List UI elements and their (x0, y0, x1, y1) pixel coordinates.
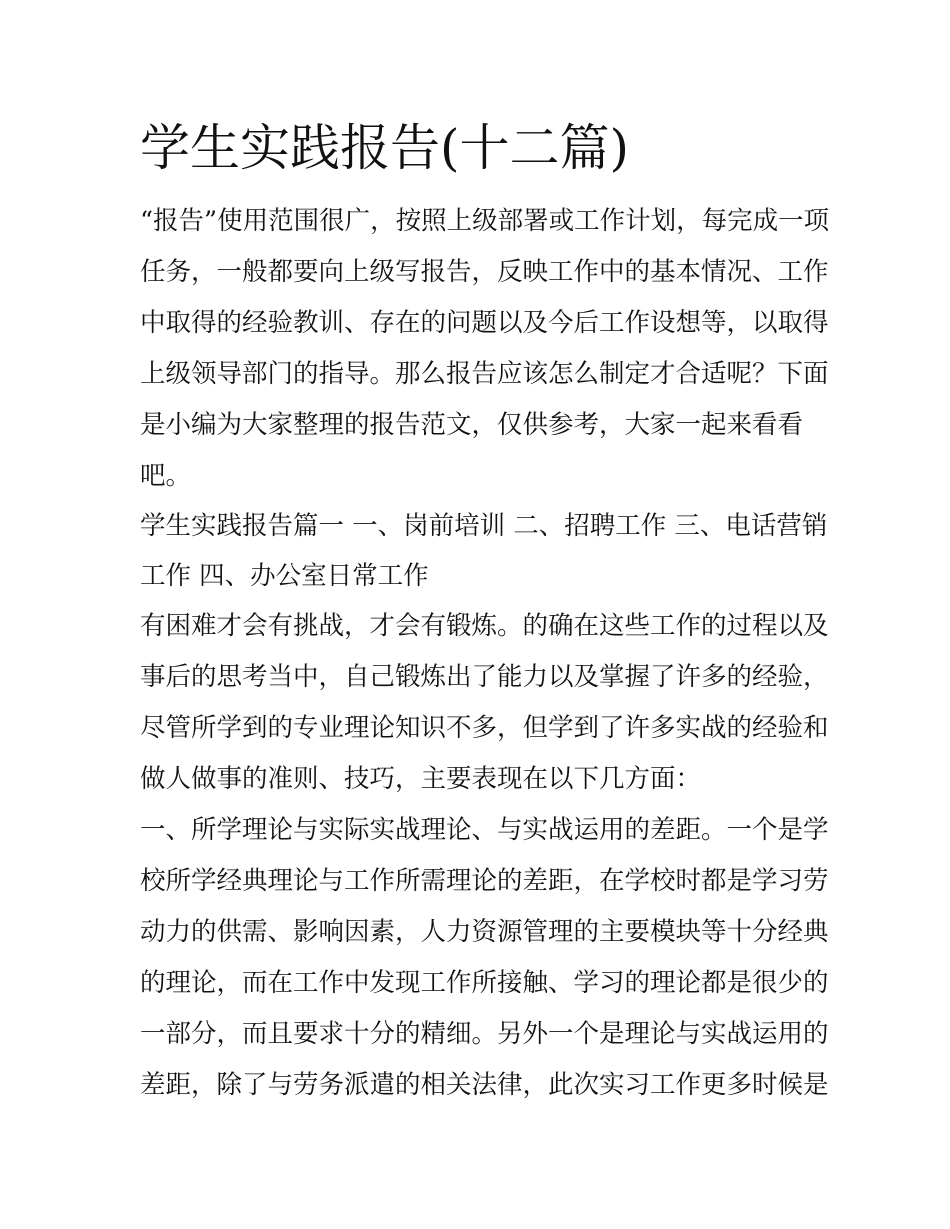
text-line: 吧。 (140, 461, 192, 491)
document-body (140, 196, 830, 1111)
text-line: 中取得的经验教训、存在的问题以及今后工作设想等，以取得 (140, 308, 829, 338)
text-line: 是小编为大家整理的报告范文，仅供参考，大家一起来看看 (140, 410, 804, 440)
text-line: 一部分，而且要求十分的精细。另外一个是理论与实战运用的 (140, 1019, 829, 1049)
text-line: 一、所学理论与实际实战理论、与实战运用的差距。一个是学 (140, 815, 829, 845)
paragraph-theory-gap (140, 805, 829, 1111)
text-line: 任务，一般都要向上级写报告，反映工作中的基本情况、工作 (140, 257, 829, 287)
paragraph-intro (140, 196, 830, 501)
paragraph-challenges (140, 601, 829, 805)
text-line: 有困难才会有挑战，才会有锻炼。的确在这些工作的过程以及 (140, 611, 829, 641)
text-line: 校所学经典理论与工作所需理论的差距，在学校时都是学习劳 (140, 866, 829, 896)
text-line: 上级领导部门的指导。那么报告应该怎么制定才合适呢？下面 (140, 359, 829, 389)
text-line: 工作 四、办公室日常工作 (140, 561, 429, 591)
text-line: 做人做事的准则、技巧，主要表现在以下几方面： (140, 764, 702, 794)
text-line: “报告”使用范围很广，按照上级部署或工作计划，每完成一项 (140, 206, 830, 236)
text-line: 的理论，而在工作中发现工作所接触、学习的理论都是很少的 (140, 968, 829, 998)
text-line: 动力的供需、影响因素，人力资源管理的主要模块等十分经典 (140, 917, 829, 947)
text-line: 差距，除了与劳务派遣的相关法律，此次实习工作更多时候是 (140, 1070, 829, 1100)
text-line: 学生实践报告篇一 一、岗前培训 二、招聘工作 三、电话营销 (140, 511, 828, 541)
document-title: 学生实践报告(十二篇) (140, 119, 630, 177)
text-line: 尽管所学到的专业理论知识不多，但学到了许多实战的经验和 (140, 713, 829, 743)
text-line: 事后的思考当中，自己锻炼出了能力以及掌握了许多的经验， (140, 662, 829, 692)
paragraph-section-outline (140, 501, 828, 601)
